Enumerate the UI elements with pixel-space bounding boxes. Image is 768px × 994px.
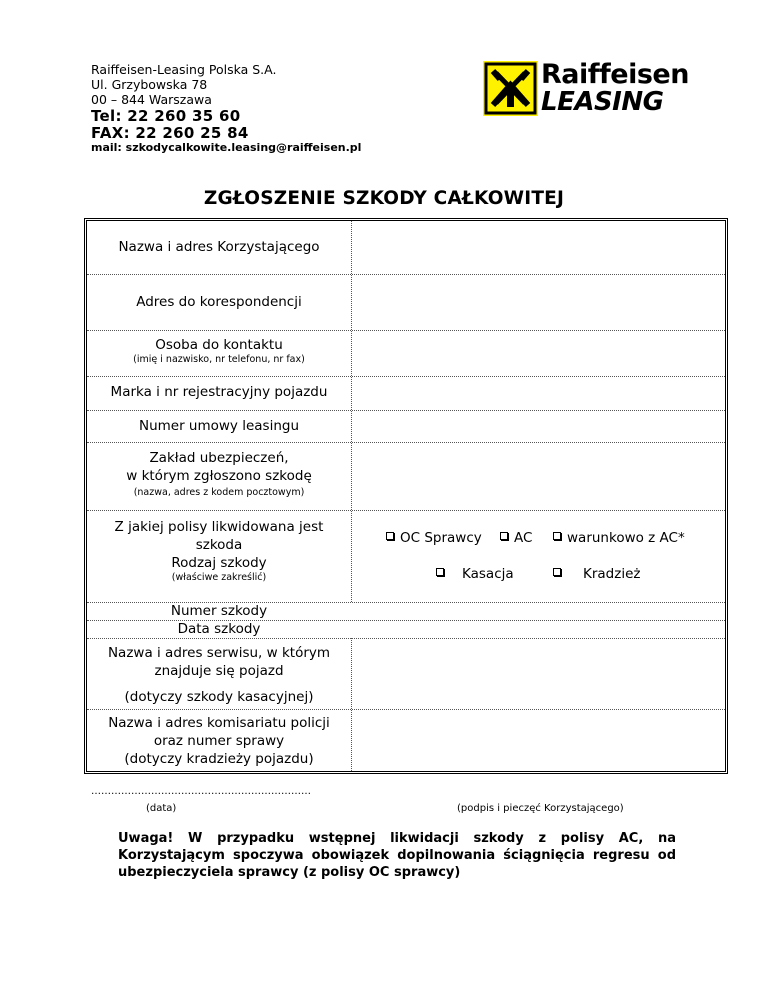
warning-text: W przypadku wstępnej likwidacji szkody z polisy AC, na Korzystającym spoczywa obowiązek dopilnowania ściągnięcia regresu od ubezpieczyciela sprawcy (z polisy OC sprawcy) bbox=[118, 831, 676, 880]
label-lessee-name-address: Nazwa i adres Korzystającego bbox=[118, 239, 320, 255]
company-mail: mail: szkodycalkowite.leasing@raiffeisen.pl bbox=[91, 141, 362, 154]
company-city: 00 – 844 Warszawa bbox=[91, 92, 212, 107]
date-caption: (data) bbox=[146, 803, 177, 814]
row-divider bbox=[87, 638, 725, 639]
checkbox-icon[interactable] bbox=[436, 568, 444, 576]
option-kasacja[interactable]: Kasacja bbox=[436, 566, 514, 582]
raiffeisen-crossed-gables-icon bbox=[483, 61, 538, 116]
contact-person-hint: (imię i nazwisko, nr telefonu, nr fax) bbox=[133, 354, 305, 365]
label-police-station: Nazwa i adres komisariatu policji oraz numer sprawy (dotyczy kradzieży pojazdu) bbox=[108, 715, 330, 767]
company-street: Ul. Grzybowska 78 bbox=[91, 77, 208, 92]
option-kradziez[interactable]: Kradzież bbox=[553, 566, 640, 582]
label-contact-person: Osoba do kontaktu (imię i nazwisko, nr telefonu, nr fax) bbox=[87, 336, 351, 366]
logo-text-leasing: LEASING bbox=[541, 87, 664, 117]
option-ac[interactable]: AC bbox=[500, 530, 532, 546]
row-divider bbox=[87, 410, 725, 411]
row-divider bbox=[87, 442, 725, 443]
company-tel: Tel: 22 260 35 60 bbox=[91, 107, 241, 125]
row-divider bbox=[87, 330, 725, 331]
claim-form-table bbox=[84, 218, 728, 774]
damage-type-hint: (właściwe zakreślić) bbox=[171, 572, 267, 583]
label-service-address: Nazwa i adres serwisu, w którym znajduje się pojazd (dotyczy szkody kasacyjnej) bbox=[107, 645, 331, 705]
company-name: Raiffeisen-Leasing Polska S.A. bbox=[91, 62, 277, 77]
label-correspondence-address: Adres do korespondencji bbox=[136, 294, 302, 310]
label-policy-damage-type: Z jakiej polisy likwidowana jest szkoda Rodzaj szkody (właściwe zakreślić) bbox=[87, 518, 351, 584]
row-divider bbox=[87, 709, 725, 710]
label-leasing-contract-number: Numer umowy leasingu bbox=[138, 418, 300, 434]
label-claim-number: Numer szkody bbox=[170, 603, 268, 619]
column-divider-bottom bbox=[351, 638, 352, 771]
label-insurance-company: Zakład ubezpieczeń, w którym zgłoszono szkodę (nazwa, adres z kodem pocztowym) bbox=[87, 449, 351, 499]
checkbox-icon[interactable] bbox=[553, 568, 561, 576]
date-signature-line: ………………………………………………………… bbox=[91, 786, 311, 797]
row-divider bbox=[87, 376, 725, 377]
column-divider-top bbox=[351, 221, 352, 602]
checkbox-icon[interactable] bbox=[500, 532, 508, 540]
warning-note bbox=[118, 830, 676, 881]
signature-caption: (podpis i pieczęć Korzystającego) bbox=[457, 803, 624, 814]
checkbox-icon[interactable] bbox=[553, 532, 561, 540]
insurance-company-hint: (nazwa, adres z kodem pocztowym) bbox=[133, 487, 305, 498]
label-damage-date: Data szkody bbox=[177, 621, 261, 637]
logo-text-raiffeisen: Raiffeisen bbox=[541, 59, 689, 90]
option-oc-sprawcy[interactable]: OC Sprawcy bbox=[386, 530, 482, 546]
page-title: ZGŁOSZENIE SZKODY CAŁKOWITEJ bbox=[203, 188, 565, 209]
checkbox-icon[interactable] bbox=[386, 532, 394, 540]
row-divider bbox=[87, 274, 725, 275]
option-warunkowo-z-ac[interactable]: warunkowo z AC* bbox=[553, 530, 685, 546]
row-divider bbox=[87, 510, 725, 511]
label-vehicle-make-registration: Marka i nr rejestracyjny pojazdu bbox=[110, 384, 328, 400]
warning-lead: Uwaga! bbox=[118, 831, 174, 846]
raiffeisen-logo bbox=[483, 61, 693, 119]
company-fax: FAX: 22 260 25 84 bbox=[91, 124, 249, 142]
